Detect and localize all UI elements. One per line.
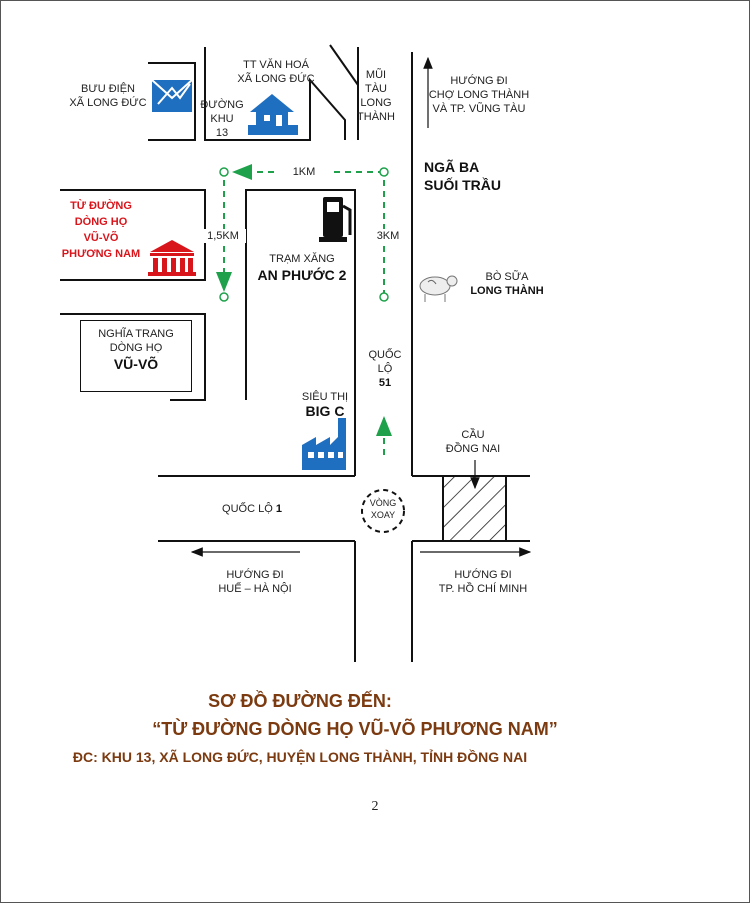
ql51-label: QUỐC LỘ 51 — [368, 349, 402, 389]
big-c-label: SIÊU THỊ BIG C — [301, 391, 349, 419]
house-icon — [248, 94, 298, 135]
distance-left: 1,5KM — [200, 229, 246, 243]
map-subtitle: “TỪ ĐƯỜNG DÒNG HỌ VŨ-VÕ PHƯƠNG NAM” — [152, 719, 558, 739]
temple-label: TỪ ĐƯỜNG DÒNG HỌ VŨ-VÕ PHƯƠNG NAM — [61, 200, 141, 260]
to-cho-label: HƯỚNG ĐI CHỢ LONG THÀNH VÀ TP. VŨNG TÀU — [428, 75, 530, 115]
dairy-label: BÒ SỮA LONG THÀNH — [470, 271, 544, 297]
post-office-label: BƯU ĐIỆN XÃ LONG ĐỨC — [69, 83, 147, 109]
bridge-label: CẦU ĐỒNG NAI — [445, 429, 501, 455]
to-hcm-label: HƯỚNG ĐI TP. HỒ CHÍ MINH — [438, 569, 528, 595]
nga-ba-label: NGÃ BA SUỐI TRẦU — [424, 159, 501, 193]
page-number: 2 — [371, 799, 379, 814]
cow-icon — [420, 276, 457, 302]
khu13-road-label: ĐƯỜNG KHU 13 — [200, 99, 244, 139]
map-address: ĐC: KHU 13, XÃ LONG ĐỨC, HUYỆN LONG THÀNH, TỈNH ĐỒNG NAI — [72, 749, 528, 765]
culture-center-label: TT VĂN HOÁ XÃ LONG ĐỨC — [237, 59, 315, 85]
distance-right: 3KM — [368, 229, 408, 243]
post-icon — [152, 80, 192, 112]
mui-tau-label: MŨI TÀU LONG THÀNH — [357, 69, 395, 123]
ql1-label: QUỐC LỘ 1 — [222, 503, 282, 515]
cemetery-box: NGHĨA TRANG DÒNG HỌ VŨ-VÕ — [80, 320, 192, 392]
map-title: SƠ ĐỒ ĐƯỜNG ĐẾN: — [208, 691, 392, 711]
gas-pump-icon — [319, 197, 350, 242]
temple-icon — [148, 240, 196, 276]
distance-top: 1KM — [276, 165, 332, 179]
factory-icon — [302, 418, 346, 470]
roundabout-label: VÒNG XOAY — [369, 498, 397, 520]
gas-station-label: TRẠM XĂNG AN PHƯỚC 2 — [257, 253, 347, 283]
to-hue-label: HƯỚNG ĐI HUẾ – HÀ NỘI — [218, 569, 292, 595]
